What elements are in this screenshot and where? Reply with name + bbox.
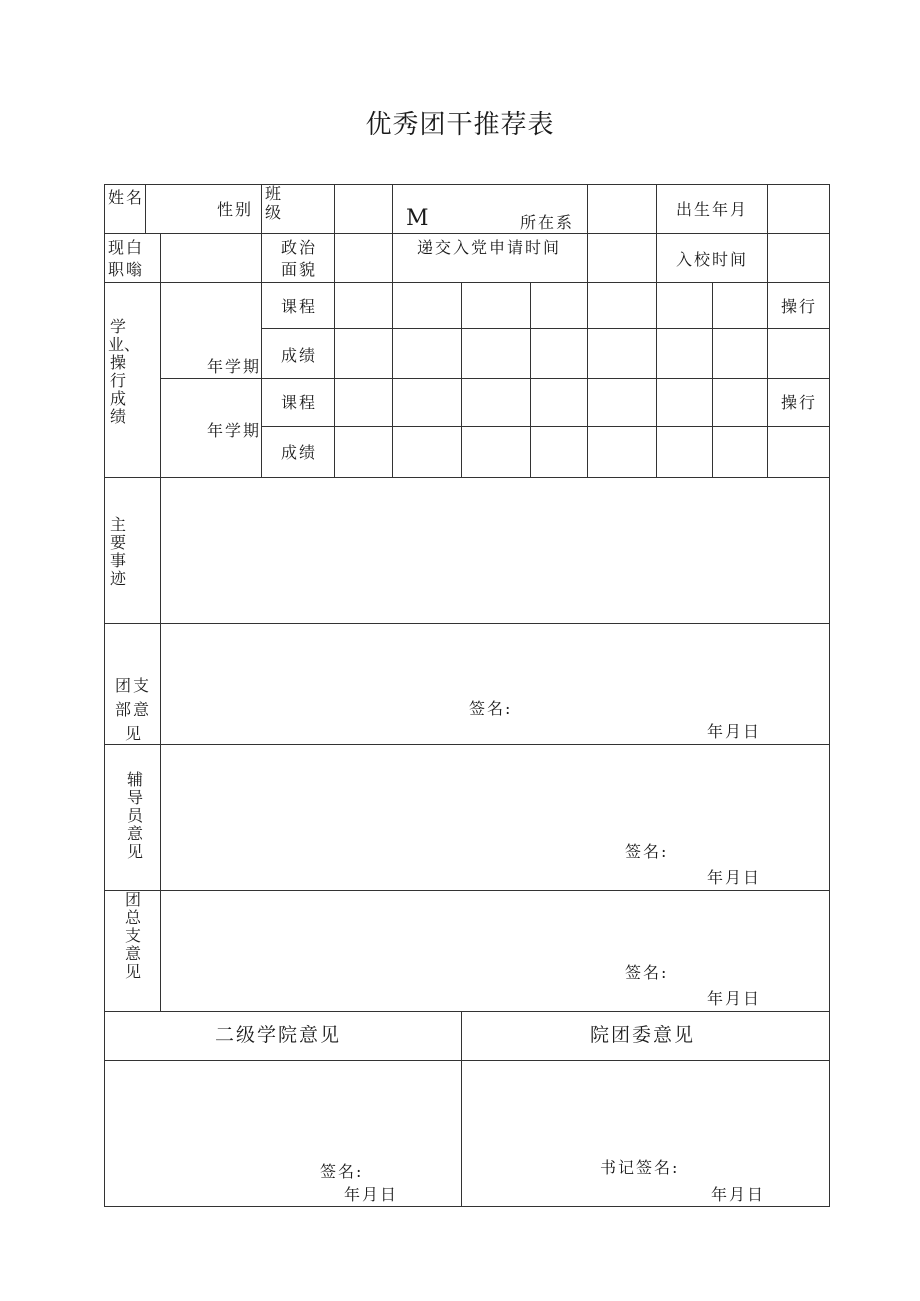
grades-section-label: 学业、操行成绩 (108, 317, 141, 426)
table-line (712, 282, 713, 477)
table-line (461, 282, 462, 477)
political-label-line2: 面貌 (281, 260, 318, 279)
political-label-line1: 政治 (281, 238, 318, 257)
college-date-label: 年月日 (344, 1185, 399, 1204)
table-line (160, 233, 161, 1011)
term-label-2: 年学期 (207, 421, 262, 440)
counselor-opinion-label: 辅导员意见 (126, 770, 143, 861)
class-label-line2: 级 (265, 203, 284, 222)
table-line (104, 890, 830, 891)
table-line (392, 184, 393, 477)
page-title: 优秀团干推荐表 (365, 110, 555, 140)
conduct-label-1: 操行 (781, 297, 818, 316)
general-branch-signature-label: 签名: (625, 963, 669, 982)
position-label-line1: 现白 (108, 238, 145, 257)
table-line (104, 1206, 830, 1207)
general-branch-opinion-label: 团总支意见 (124, 890, 141, 981)
m-mark: M (406, 206, 429, 231)
table-line (261, 328, 830, 329)
league-committee-opinion-header: 院团委意见 (590, 1024, 696, 1046)
table-line (104, 184, 830, 185)
table-line (104, 184, 105, 1207)
table-line (104, 282, 830, 283)
general-branch-date-label: 年月日 (707, 989, 762, 1008)
table-line (829, 184, 830, 1207)
branch-opinion-label-line1: 团支 (115, 676, 152, 695)
course-label-1: 课程 (281, 297, 318, 316)
college-opinion-header: 二级学院意见 (215, 1024, 342, 1046)
branch-date-label: 年月日 (707, 722, 762, 741)
position-label-line2: 职嗡 (108, 260, 145, 279)
table-line (261, 426, 830, 427)
enrollment-time-label: 入校时间 (676, 250, 749, 269)
college-signature-label: 签名: (320, 1162, 364, 1181)
secretary-signature-label: 书记签名: (600, 1158, 680, 1177)
score-label-1: 成绩 (281, 346, 318, 365)
party-application-time-label: 递交入党申请时间 (417, 238, 562, 257)
name-label: 姓名 (108, 188, 145, 207)
table-line (104, 744, 830, 745)
class-label-line1: 班 (265, 184, 284, 203)
counselor-date-label: 年月日 (707, 868, 762, 887)
table-line (145, 184, 146, 233)
department-label: 所在系 (520, 213, 575, 232)
table-line (334, 184, 335, 477)
table-line (104, 623, 830, 624)
table-line (656, 184, 657, 477)
table-line (104, 1011, 830, 1012)
table-line (767, 184, 768, 477)
gender-label: 性别 (217, 200, 254, 219)
table-line (104, 1060, 830, 1061)
counselor-signature-label: 签名: (625, 842, 669, 861)
table-line (104, 477, 830, 478)
course-label-2: 课程 (281, 393, 318, 412)
branch-signature-label: 签名: (469, 699, 513, 718)
table-line (261, 184, 262, 477)
table-line (104, 233, 830, 234)
table-line (530, 282, 531, 477)
score-label-2: 成绩 (281, 443, 318, 462)
table-line (461, 1011, 462, 1207)
main-deeds-label: 主要事迹 (109, 515, 126, 588)
birth-label: 出生年月 (676, 200, 749, 219)
league-committee-date-label: 年月日 (711, 1185, 766, 1204)
conduct-label-2: 操行 (781, 393, 818, 412)
term-label-1: 年学期 (207, 357, 262, 376)
branch-opinion-label-line3: 见 (125, 724, 144, 743)
table-line (587, 184, 588, 477)
branch-opinion-label-line2: 部意 (115, 700, 152, 719)
